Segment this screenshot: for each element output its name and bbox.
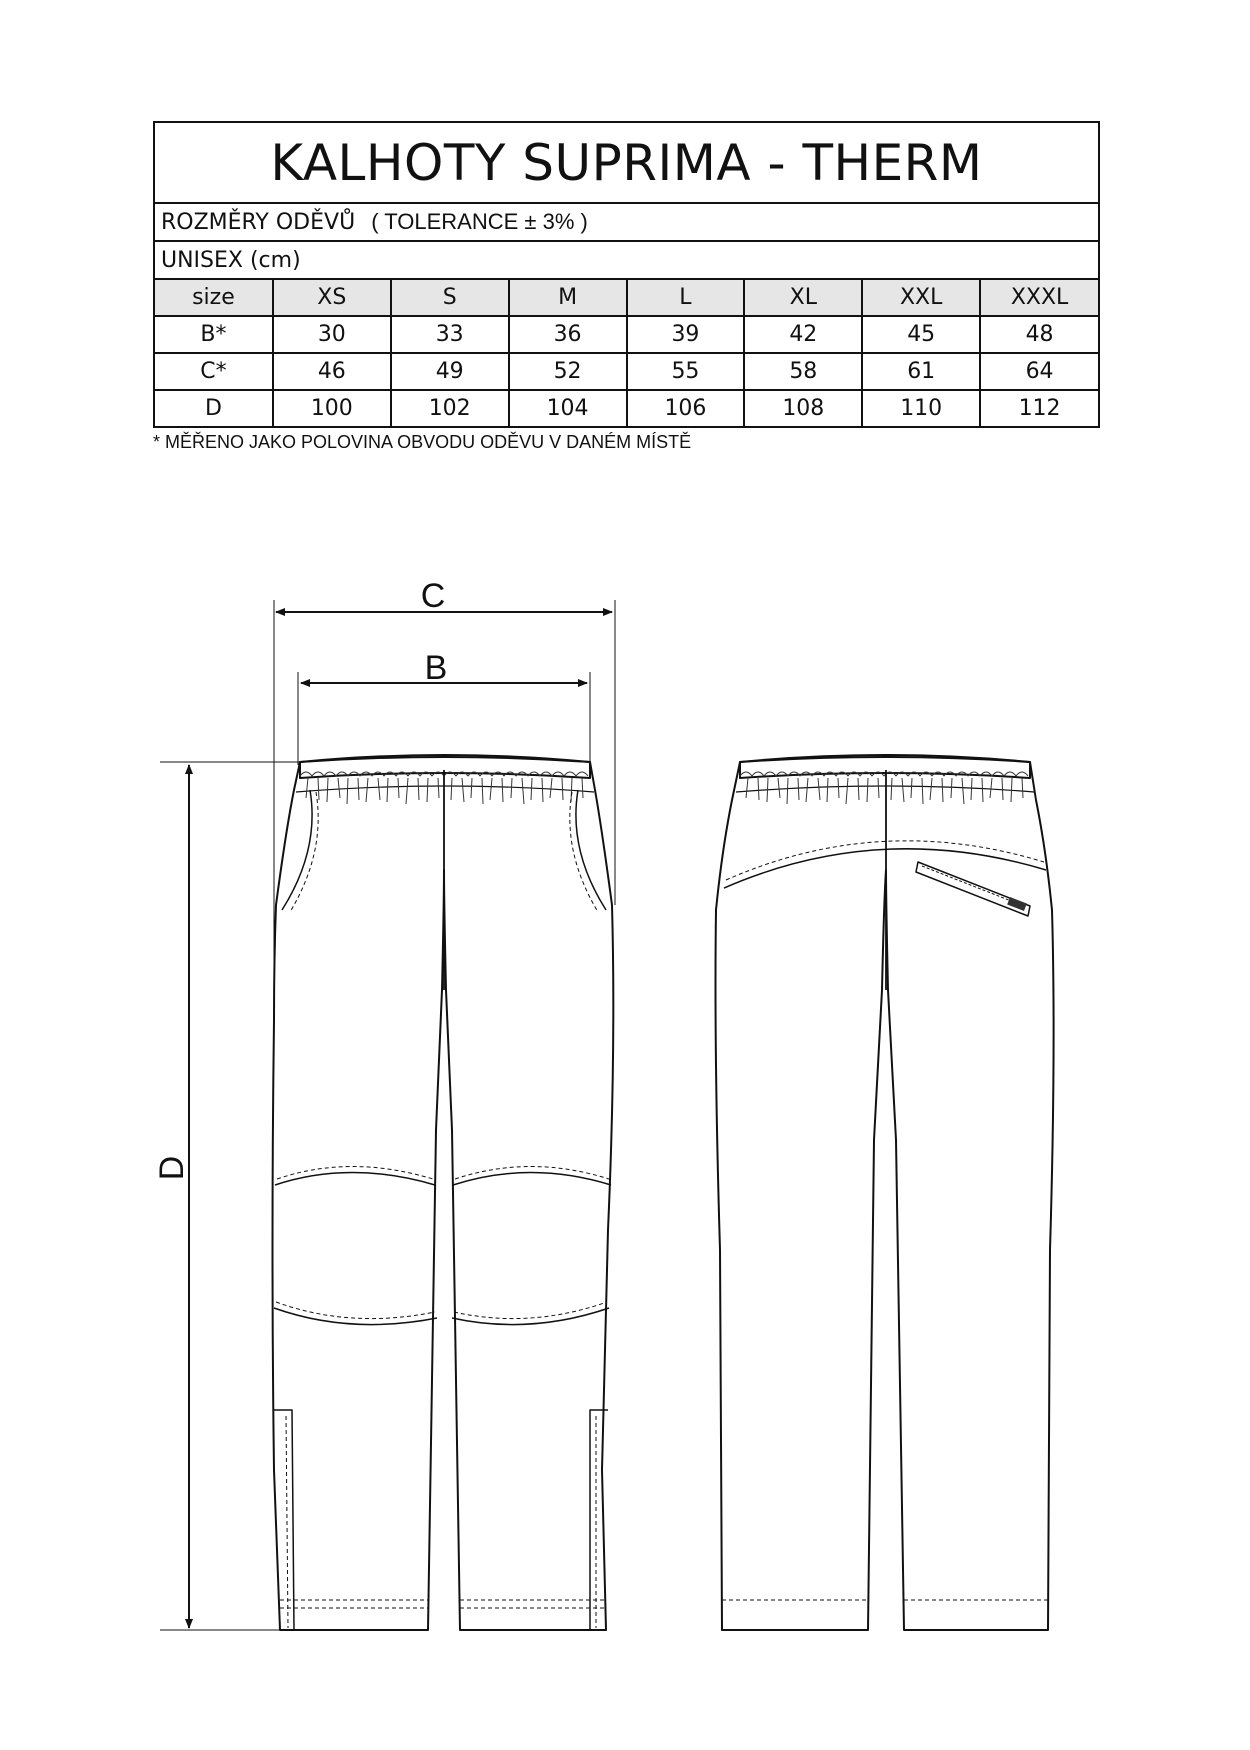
table-cell: 30 [273,316,391,353]
table-cell: 45 [862,316,980,353]
dimension-d-label: D [153,1155,191,1181]
header-cell: XS [273,280,391,316]
row-label-cell: D [155,390,273,426]
dimension-d [160,762,300,1630]
table-cell: 112 [1018,396,1061,421]
table-cell: 46 [273,353,391,390]
header-cell: M [509,280,627,316]
category-label: UNISEX (cm) [161,247,301,273]
table-cell: 36 [509,316,627,353]
pants-front-view [273,755,614,1630]
row-label-cell: B* [155,316,273,353]
subtitle: ROZMĚRY ODĚVŮ [161,209,356,235]
header-cell: XXL [862,280,980,316]
header-cell: size [155,280,273,316]
table-cell: 104 [509,390,627,426]
dimension-c-label: C [420,577,446,615]
table-cell: 49 [391,353,509,390]
table-cell: 48 [980,316,1098,353]
header-cell: XXXL [980,280,1098,316]
table-cell: 64 [980,353,1098,390]
table-cell: 106 [627,390,745,426]
table-cell: 33 [391,316,509,353]
table-cell: 61 [862,353,980,390]
table-cell: 100 [273,390,391,426]
row-label-cell: C* [155,353,273,390]
page-title: KALHOTY SUPRIMA - THERM [155,123,1098,204]
table-cell: 39 [627,316,745,353]
table-cell: 42 [744,316,862,353]
tolerance-note: ( TOLERANCE ± 3% ) [371,209,588,234]
table-cell: 52 [509,353,627,390]
dimension-b-label: B [424,649,448,687]
table-cell: 108 [744,390,862,426]
footnote: * MĚŘENO JAKO POLOVINA OBVODU ODĚVU V DANÉM MÍSTĚ [153,432,692,452]
header-cell: L [627,280,745,316]
pants-back-view [716,755,1054,1630]
table-cell: 58 [744,353,862,390]
table-cell: 55 [627,353,745,390]
table-cell: 110 [862,390,980,426]
table-cell: 102 [391,390,509,426]
header-cell: S [391,280,509,316]
header-cell: XL [744,280,862,316]
